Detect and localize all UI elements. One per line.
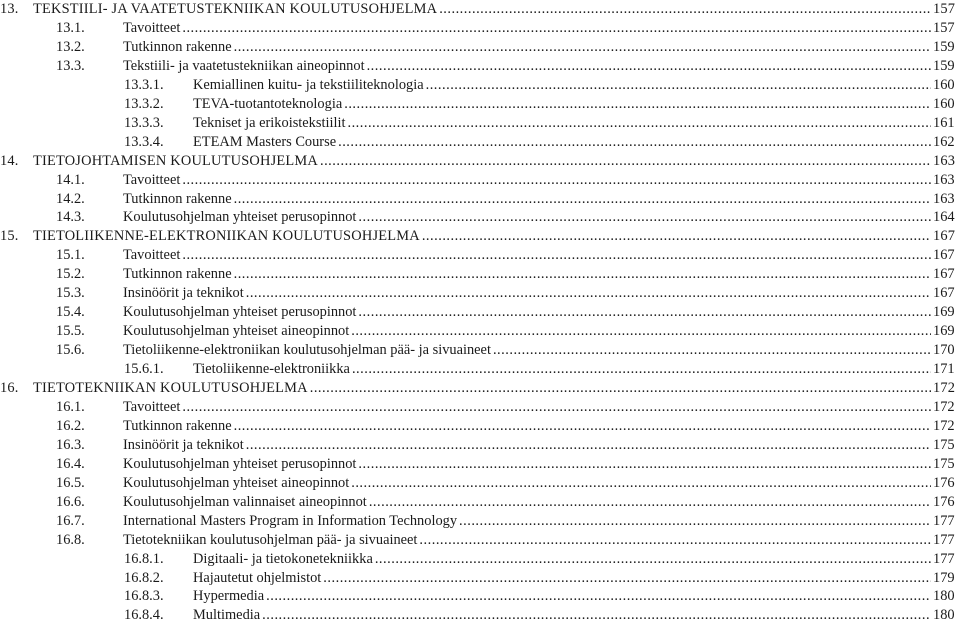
toc-entry-page-number: 157: [933, 1, 956, 17]
toc-entry-number: 16.1.: [56, 398, 85, 415]
toc-entry-page-number: 175: [933, 455, 955, 472]
toc-entry[interactable]: [0, 19, 954, 37]
toc-entry[interactable]: [0, 512, 954, 530]
toc-entry-title: Multimedia: [193, 607, 261, 624]
toc-entry-title: TIETOJOHTAMISEN KOULUTUSOHJELMA: [33, 152, 318, 169]
toc-entry-page-number: 167: [933, 285, 955, 302]
toc-entry-page-number: 176: [933, 474, 955, 491]
toc-entry-number: 16.8.4.: [124, 607, 164, 624]
toc-entry-number: 14.3.: [56, 209, 85, 226]
toc-entry-page-number: 169: [933, 304, 955, 321]
dot-leader: [459, 512, 931, 530]
dot-leader: [338, 133, 931, 151]
toc-entry-number: 15.6.1.: [124, 361, 164, 378]
toc-entry[interactable]: [0, 152, 954, 170]
toc-entry-page-number: 164: [933, 209, 955, 226]
toc-entry-number: 13.2.: [56, 38, 85, 55]
toc-entry-page-number: 179: [933, 569, 955, 586]
toc-entry-page-number: 170: [933, 342, 955, 359]
dot-leader: [352, 360, 931, 378]
dot-leader: [344, 95, 931, 113]
dot-leader: [493, 341, 931, 359]
toc-entry-number: 16.2.: [56, 417, 85, 434]
dot-leader: [347, 114, 931, 132]
toc-entry[interactable]: [0, 322, 954, 340]
toc-entry-number: 15.6.: [56, 342, 85, 359]
dot-leader: [426, 76, 931, 94]
toc-entry-number: 16.8.2.: [124, 569, 164, 586]
dot-leader: [310, 379, 931, 397]
toc-entry-number: 15.4.: [56, 304, 85, 321]
toc-entry[interactable]: [0, 417, 954, 435]
toc-entry[interactable]: [0, 95, 954, 113]
dot-leader: [182, 398, 931, 416]
toc-entry-title: Koulutusohjelman yhteiset perusopinnot: [123, 455, 357, 472]
toc-entry-title: TEKSTIILI- JA VAATETUSTEKNIIKAN KOULUTUSOHJELMA: [33, 1, 438, 17]
dot-leader: [422, 227, 931, 245]
toc-entry-title: Hypermedia: [193, 588, 265, 605]
toc-entry-number: 13.3.3.: [124, 114, 164, 131]
toc-entry-title: Tekstiili- ja vaatetustekniikan aineopinnot: [123, 57, 365, 74]
toc-entry-page-number: 161: [933, 114, 955, 131]
toc-entry-number: 15.2.: [56, 266, 85, 283]
toc-entry-title: Insinöörit ja teknikot: [123, 285, 244, 302]
toc-entry[interactable]: [0, 208, 954, 226]
dot-leader: [234, 265, 931, 283]
toc-entry-title: TIETOLIIKENNE-ELEKTRONIIKAN KOULUTUSOHJELMA: [33, 228, 420, 245]
toc-entry-title: Tavoitteet: [123, 247, 181, 264]
toc-entry-title: Tutkinnon rakenne: [123, 38, 232, 55]
toc-entry-page-number: 163: [933, 171, 955, 188]
toc-entry-title: Koulutusohjelman yhteiset aineopinnot: [123, 323, 350, 340]
toc-entry-title: Tavoitteet: [123, 171, 181, 188]
toc-entry-page-number: 167: [933, 228, 956, 245]
toc-entry[interactable]: [0, 436, 954, 454]
dot-leader: [358, 455, 931, 473]
toc-entry-title: TIETOTEKNIIKAN KOULUTUSOHJELMA: [33, 380, 308, 396]
toc-entry-title: Insinöörit ja teknikot: [123, 436, 244, 453]
dot-leader: [358, 208, 931, 226]
toc-entry-title: Kemiallinen kuitu- ja tekstiiliteknologia: [193, 76, 424, 93]
toc-entry[interactable]: [0, 455, 954, 473]
dot-leader: [351, 322, 931, 340]
toc-entry-title: Koulutusohjelman yhteiset aineopinnot: [123, 474, 350, 491]
toc-entry-title: International Masters Program in Information Technology: [123, 512, 458, 529]
dot-leader: [234, 38, 931, 56]
toc-entry[interactable]: [0, 76, 954, 94]
toc-entry-number: 13.3.1.: [124, 76, 164, 93]
toc-entry-title: Hajautetut ohjelmistot: [193, 569, 322, 586]
toc-entry-number: 16.6.: [56, 493, 85, 510]
toc-entry-page-number: 175: [933, 436, 955, 453]
toc-entry[interactable]: [0, 587, 954, 605]
toc-entry-title: Tavoitteet: [123, 19, 181, 36]
toc-entry[interactable]: [0, 303, 954, 321]
toc-entry-number: 13.1.: [56, 19, 85, 36]
toc-entry-title: Tutkinnon rakenne: [123, 266, 232, 283]
toc-entry-page-number: 177: [933, 550, 955, 567]
dot-leader: [351, 474, 931, 492]
toc-entry-page-number: 159: [933, 38, 955, 55]
toc-entry-title: Tietotekniikan koulutusohjelman pää- ja sivuaineet: [123, 531, 418, 548]
toc-entry[interactable]: [0, 265, 954, 283]
toc-entry-number: 16.5.: [56, 474, 85, 491]
toc-entry[interactable]: [0, 284, 954, 302]
dot-leader: [375, 550, 931, 568]
dot-leader: [439, 0, 931, 18]
toc-entry-number: 13.3.2.: [124, 95, 164, 112]
toc-entry-number: 14.1.: [56, 171, 85, 188]
toc-entry-page-number: 162: [933, 133, 955, 150]
toc-entry-number: 14.: [0, 152, 19, 169]
toc-entry-number: 16.8.3.: [124, 588, 164, 605]
toc-entry-title: Koulutusohjelman yhteiset perusopinnot: [123, 304, 357, 321]
toc-entry-number: 16.8.1.: [124, 550, 164, 567]
toc-entry-number: 13.: [0, 1, 19, 17]
toc-entry-page-number: 167: [933, 247, 955, 264]
toc-entry[interactable]: [0, 57, 954, 75]
toc-entry[interactable]: [0, 114, 954, 132]
toc-entry-page-number: 180: [933, 607, 955, 624]
toc-entry-title: Tavoitteet: [123, 398, 181, 415]
dot-leader: [320, 152, 931, 170]
dot-leader: [266, 587, 931, 605]
toc-entry-page-number: 171: [933, 361, 955, 378]
toc-entry-page-number: 172: [933, 380, 956, 396]
toc-entry[interactable]: [0, 493, 954, 511]
toc-entry-page-number: 163: [933, 152, 956, 169]
toc-entry[interactable]: [0, 171, 954, 189]
dot-leader: [323, 569, 931, 587]
toc-entry-title: Digitaali- ja tietokonetekniikka: [193, 550, 373, 567]
dot-leader: [182, 171, 931, 189]
dot-leader: [369, 493, 931, 511]
toc-entry[interactable]: [0, 474, 954, 492]
toc-entry-page-number: 159: [933, 57, 955, 74]
dot-leader: [182, 246, 931, 264]
toc-entry-title: Tietoliikenne-elektroniikka: [193, 361, 350, 378]
toc-entry-number: 16.4.: [56, 455, 85, 472]
toc-entry-page-number: 163: [933, 190, 955, 207]
dot-leader: [246, 284, 931, 302]
toc-entry-page-number: 180: [933, 588, 955, 605]
toc-entry[interactable]: [0, 398, 954, 416]
toc-entry-title: Koulutusohjelman valinnaiset aineopinnot: [123, 493, 367, 510]
toc-entry[interactable]: [0, 531, 954, 549]
dot-leader: [234, 417, 931, 435]
dot-leader: [182, 19, 931, 37]
toc-entry[interactable]: [0, 360, 954, 378]
toc-entry-number: 16.: [0, 380, 19, 396]
toc-entry-title: Tekniset ja erikoistekstiilit: [193, 114, 346, 131]
toc-entry[interactable]: [0, 569, 954, 587]
toc-entry-page-number: 169: [933, 323, 955, 340]
toc-entry-number: 13.3.4.: [124, 133, 164, 150]
toc-entry-page-number: 160: [933, 95, 955, 112]
toc-entry-number: 15.: [0, 228, 19, 245]
toc-entry-title: TEVA-tuotantoteknologia: [193, 95, 343, 112]
dot-leader: [419, 531, 931, 549]
toc-entry-page-number: 176: [933, 493, 955, 510]
dot-leader: [262, 606, 931, 624]
toc-entry[interactable]: [0, 379, 954, 397]
toc-entry-number: 15.5.: [56, 323, 85, 340]
toc-entry-number: 16.7.: [56, 512, 85, 529]
toc-entry[interactable]: [0, 38, 954, 56]
dot-leader: [234, 190, 931, 208]
toc-entry-title: Tutkinnon rakenne: [123, 417, 232, 434]
toc-entry[interactable]: [0, 606, 954, 624]
toc-entry-title: Tutkinnon rakenne: [123, 190, 232, 207]
toc-entry[interactable]: [0, 227, 954, 245]
toc-entry-number: 15.3.: [56, 285, 85, 302]
toc-entry[interactable]: [0, 550, 954, 568]
dot-leader: [367, 57, 931, 75]
toc-entry[interactable]: [0, 341, 954, 359]
toc-entry-page-number: 172: [933, 417, 955, 434]
toc-entry[interactable]: [0, 246, 954, 264]
toc-entry-page-number: 172: [933, 398, 955, 415]
toc-entry-number: 14.2.: [56, 190, 85, 207]
dot-leader: [246, 436, 931, 454]
toc-entry[interactable]: [0, 0, 954, 18]
toc-entry-title: Koulutusohjelman yhteiset perusopinnot: [123, 209, 357, 226]
toc-entry[interactable]: [0, 133, 954, 151]
toc-entry-title: ETEAM Masters Course: [193, 133, 337, 150]
toc-entry[interactable]: [0, 190, 954, 208]
toc-entry-page-number: 167: [933, 266, 955, 283]
dot-leader: [358, 303, 931, 321]
toc-entry-title: Tietoliikenne-elektroniikan koulutusohjelman pää- ja sivuaineet: [123, 342, 491, 359]
toc-entry-number: 13.3.: [56, 57, 85, 74]
toc-entry-number: 15.1.: [56, 247, 85, 264]
toc-entry-page-number: 177: [933, 512, 955, 529]
toc-entry-number: 16.3.: [56, 436, 85, 453]
toc-entry-page-number: 177: [933, 531, 955, 548]
toc-entry-number: 16.8.: [56, 531, 85, 548]
toc-entry-page-number: 157: [933, 19, 955, 36]
toc-entry-page-number: 160: [933, 76, 955, 93]
